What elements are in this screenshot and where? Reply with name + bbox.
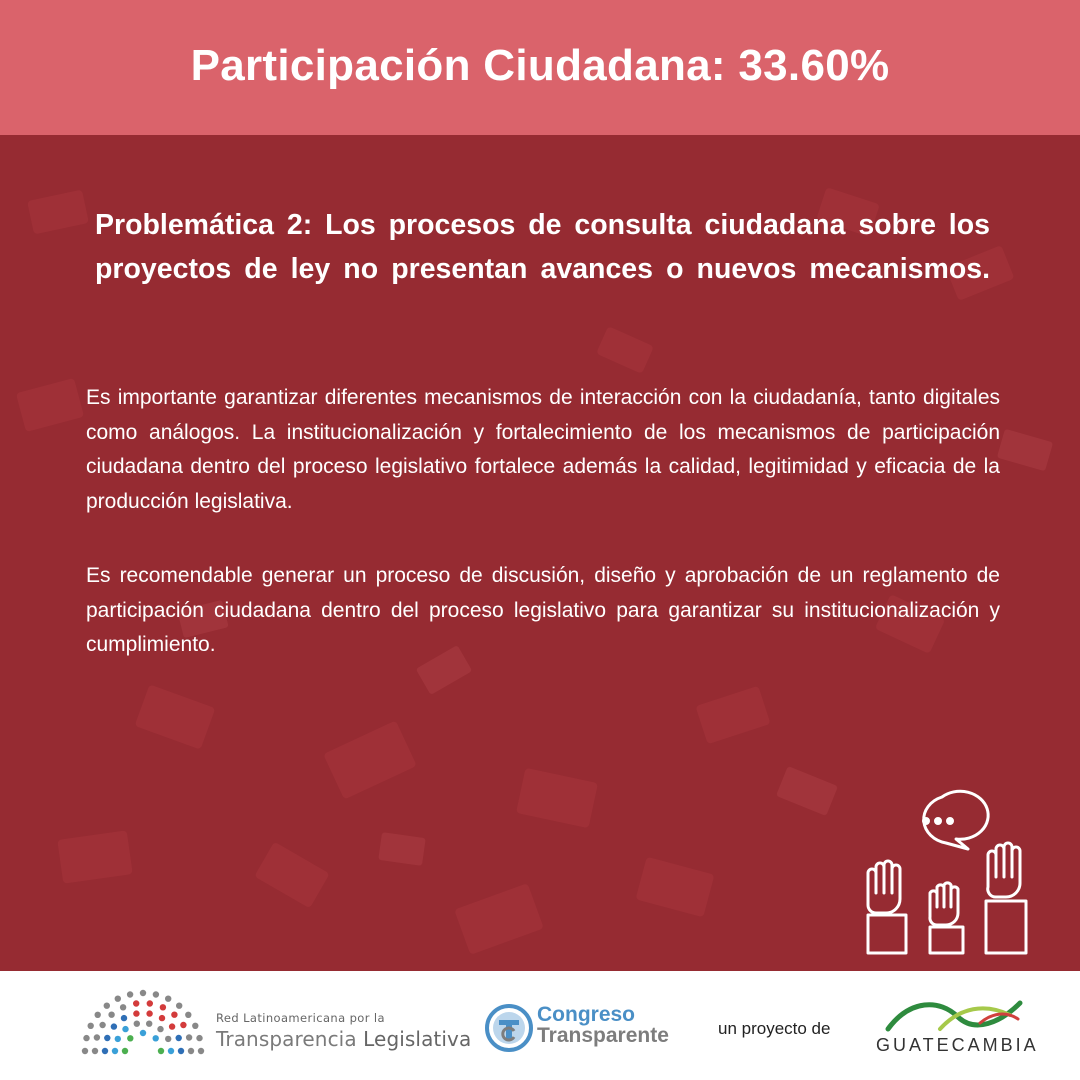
logo-dot bbox=[158, 1048, 164, 1054]
logo-dot bbox=[186, 1034, 192, 1040]
logo-dot bbox=[92, 1048, 98, 1054]
logo-dot bbox=[104, 1035, 110, 1041]
logo-dot bbox=[192, 1023, 198, 1029]
problem-statement: Problemática 2: Los procesos de consulta ciudadana sobre los proyectos de ley no presentan avances o nuevos mecanismos. bbox=[95, 209, 990, 285]
logo-dot bbox=[196, 1035, 202, 1041]
logo-dot bbox=[176, 1035, 182, 1041]
logo-dot bbox=[159, 1015, 165, 1021]
logo-dot bbox=[157, 1026, 163, 1032]
congreso-transparente-wordmark bbox=[537, 1004, 669, 1046]
logo-dot bbox=[120, 1004, 126, 1010]
header-bar bbox=[0, 0, 1080, 135]
logo-dot bbox=[147, 1000, 153, 1006]
content-panel bbox=[0, 135, 1080, 971]
logo-dot bbox=[153, 1035, 159, 1041]
logo-dot bbox=[178, 1048, 184, 1054]
ct-line-2: Transparente bbox=[537, 1024, 669, 1047]
logo-dot bbox=[115, 1036, 121, 1042]
page-title: Participación Ciudadana: 33.60% bbox=[190, 40, 890, 90]
red-latinoamericana-logo bbox=[78, 985, 208, 1055]
footer-logos bbox=[0, 971, 1080, 1080]
logo-dot bbox=[180, 1022, 186, 1028]
paragraph-importance: Es importante garantizar diferentes mecanismos de interacción con la ciudadanía, tanto digitales como análogos. La institucionalización y fortalecimiento de los mecanismos de participación ciudadana dentro del proceso legislativo fortalece además la calidad, legitimidad y eficacia de la producción legislativa. bbox=[86, 386, 1000, 513]
logo-dot bbox=[169, 1023, 175, 1029]
logo-dot bbox=[140, 990, 146, 996]
logo-dot bbox=[176, 1003, 182, 1009]
logo-dot bbox=[115, 996, 121, 1002]
logo-dot bbox=[122, 1026, 128, 1032]
logo-dot bbox=[171, 1012, 177, 1018]
logo-dot bbox=[104, 1003, 110, 1009]
logo-dot bbox=[121, 1015, 127, 1021]
logo-dot bbox=[82, 1048, 88, 1054]
guatecambia-wordmark: GUATECAMBIA bbox=[876, 1035, 1039, 1055]
rl-line-2b: Legislativa bbox=[363, 1026, 472, 1051]
logo-dot bbox=[168, 1048, 174, 1054]
logo-dot bbox=[108, 1012, 114, 1018]
logo-dot bbox=[127, 991, 133, 997]
logo-dot bbox=[198, 1048, 204, 1054]
logo-dot bbox=[140, 1030, 146, 1036]
logo-dot bbox=[83, 1035, 89, 1041]
logo-dot bbox=[94, 1034, 100, 1040]
logo-dot bbox=[88, 1023, 94, 1029]
red-latinoamericana-wordmark bbox=[216, 1013, 471, 1049]
logo-dot bbox=[165, 1036, 171, 1042]
logo-dot bbox=[111, 1023, 117, 1029]
logo-dot bbox=[146, 1010, 152, 1016]
paragraph-recommendation: Es recomendable generar un proceso de discusión, diseño y aprobación de un reglamento de participación ciudadana dentro del proceso legislativo para garantizar su institucionalización y cumplimiento. bbox=[86, 564, 1000, 656]
logo-dot bbox=[95, 1012, 101, 1018]
logo-dot bbox=[102, 1048, 108, 1054]
rl-line-1: Red Latinoamericana por la bbox=[216, 1011, 385, 1025]
ct-line-1: Congreso bbox=[537, 1003, 636, 1026]
logo-dot bbox=[188, 1048, 194, 1054]
logo-dot bbox=[165, 996, 171, 1002]
rl-line-2a: Transparencia bbox=[216, 1026, 357, 1051]
logo-dot bbox=[134, 1021, 140, 1027]
logo-dot bbox=[127, 1035, 133, 1041]
logo-dot bbox=[146, 1021, 152, 1027]
logo-dot bbox=[99, 1022, 105, 1028]
logo-dot bbox=[185, 1012, 191, 1018]
logo-dot bbox=[160, 1004, 166, 1010]
raised-hands-speech-bubble-icon bbox=[850, 785, 1040, 960]
guatecambia-logo bbox=[880, 993, 1030, 1033]
logo-dot bbox=[133, 1000, 139, 1006]
rl-line-2 bbox=[216, 1026, 472, 1051]
congreso-transparente-logo bbox=[484, 1003, 534, 1053]
logo-dot bbox=[133, 1010, 139, 1016]
logo-dot bbox=[112, 1048, 118, 1054]
project-label: un proyecto de bbox=[718, 1019, 831, 1038]
logo-dot bbox=[153, 991, 159, 997]
logo-dot bbox=[122, 1048, 128, 1054]
